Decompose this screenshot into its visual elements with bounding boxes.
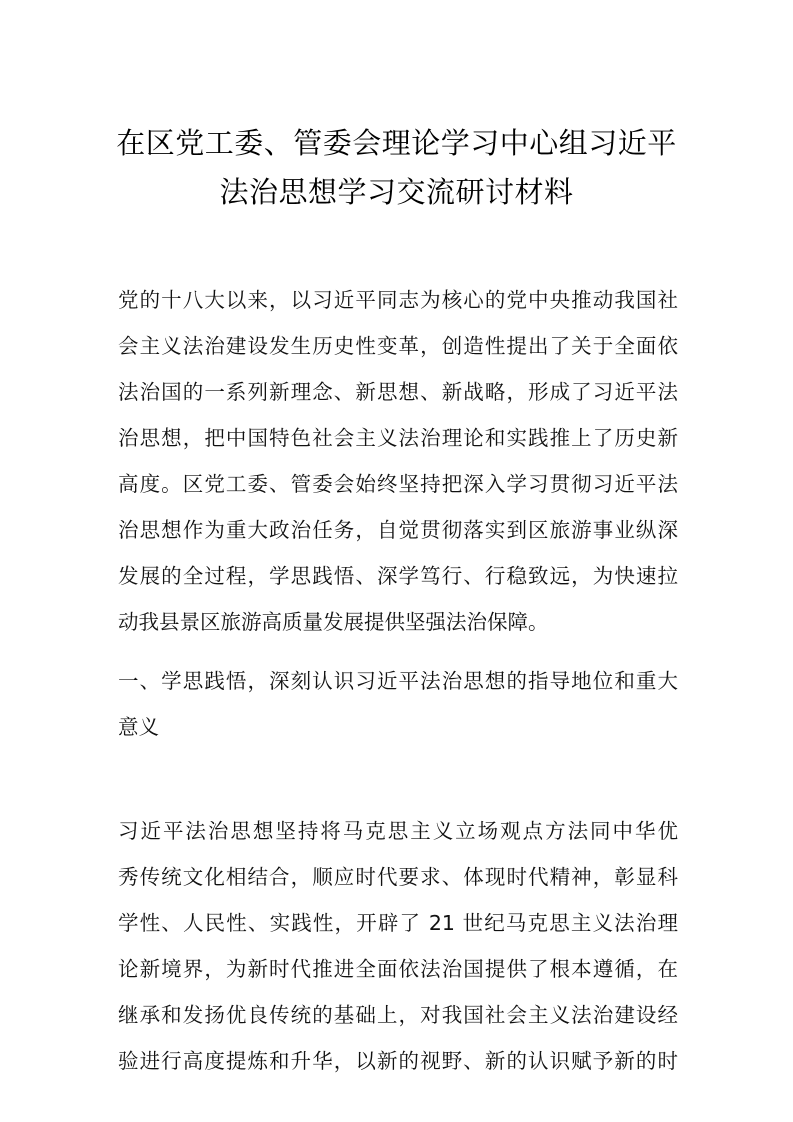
paragraph-line: 高度。区党工委、管委会始终坚持把深入学习贯彻习近平法 bbox=[118, 472, 678, 496]
paragraph-line: 继承和发扬优良传统的基础上，对我国社会主义法治建设经 bbox=[118, 1003, 678, 1027]
paragraph-line: 秀传统文化相结合，顺应时代要求、体现时代精神，彰显科 bbox=[118, 865, 678, 889]
heading-line: 意义 bbox=[118, 715, 159, 739]
paragraph-line: 动我县景区旅游高质量发展提供坚强法治保障。 bbox=[118, 610, 549, 634]
document-title-line-2: 法治思想学习交流研讨材料 bbox=[219, 175, 574, 209]
intro-paragraph bbox=[118, 277, 678, 645]
paragraph-line: 习近平法治思想坚持将马克思主义立场观点方法同中华优 bbox=[118, 819, 678, 843]
heading-line: 一、学思践悟，深刻认识习近平法治思想的指导地位和重大 bbox=[118, 669, 678, 693]
paragraph-line: 党的十八大以来，以习近平同志为核心的党中央推动我国社 bbox=[118, 288, 678, 312]
paragraph-line: 会主义法治建设发生历史性变革，创造性提出了关于全面依 bbox=[118, 334, 678, 358]
paragraph-line: 法治国的一系列新理念、新思想、新战略，形成了习近平法 bbox=[118, 380, 678, 404]
paragraph-line: 发展的全过程，学思践悟、深学笃行、行稳致远，为快速拉 bbox=[118, 564, 678, 588]
document-title-line-1: 在区党工委、管委会理论学习中心组习近平 bbox=[116, 126, 677, 160]
paragraph-line: 治思想，把中国特色社会主义法治理论和实践推上了历史新 bbox=[118, 426, 678, 450]
paragraph-line: 治思想作为重大政治任务，自觉贯彻落实到区旅游事业纵深 bbox=[118, 518, 678, 542]
paragraph-line: 验进行高度提炼和升华，以新的视野、新的认识赋予新的时 bbox=[118, 1049, 678, 1073]
section-heading-1 bbox=[118, 658, 678, 750]
section-1-paragraph bbox=[118, 808, 678, 1084]
paragraph-line: 学性、人民性、实践性，开辟了 21 世纪马克思主义法治理 bbox=[118, 911, 678, 935]
paragraph-line: 论新境界，为新时代推进全面依法治国提供了根本遵循，在 bbox=[118, 957, 678, 981]
